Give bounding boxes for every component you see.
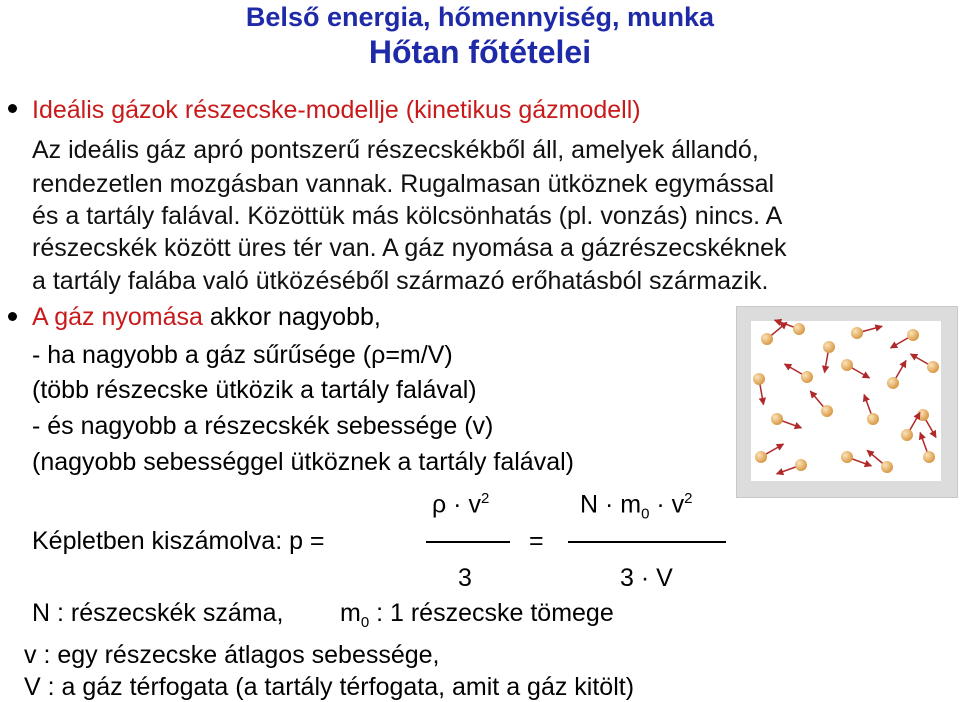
bullet-1 <box>8 104 17 113</box>
formula-num2-b: · v <box>649 490 685 519</box>
legend-v: v : egy részecske átlagos sebessége, <box>24 641 440 669</box>
formula-num1-sup: 2 <box>480 490 490 507</box>
formula-num1-base: ρ · v <box>432 490 481 519</box>
gas-particle <box>907 329 919 341</box>
formula-label: Képletben kiszámolva: p = <box>32 527 325 555</box>
gas-particle <box>841 451 853 463</box>
section2-line-2: (több részecske ütközik a tartály falával) <box>32 376 477 404</box>
legend-m0-sub: 0 <box>360 614 370 631</box>
gas-particle <box>801 371 813 383</box>
formula-num2-sub: 0 <box>641 505 650 523</box>
gas-particle <box>823 341 835 353</box>
legend-m0 <box>340 598 614 638</box>
particle-diagram <box>737 307 957 497</box>
gas-container-illustration <box>736 306 958 498</box>
section1-line-3: és a tartály falával. Közöttük más kölcsönhatás (pl. vonzás) nincs. A <box>32 202 783 230</box>
gas-particle <box>761 333 773 345</box>
fraction-line-2 <box>568 541 726 543</box>
page-subtitle: Hőtan főtételei <box>368 34 592 70</box>
formula-denominator-1: 3 <box>458 564 472 592</box>
section1-heading: Ideális gázok részecske-modellje (kinetikus gázmodell) <box>32 96 641 124</box>
gas-particle <box>755 451 767 463</box>
section1-line-1: Az ideális gáz apró pontszerű részecskékből áll, amelyek állandó, <box>32 136 759 164</box>
gas-particle <box>841 359 853 371</box>
section1-line-4: részecskék között üres tér van. A gáz nyomása a gázrészecskéknek <box>32 234 787 262</box>
section2-heading-red: A gáz nyomása <box>32 303 203 331</box>
section2-line-1: - ha nagyobb a gáz sűrűsége (ρ=m/V) <box>32 341 453 369</box>
formula-denominator-2: 3 · V <box>620 564 673 592</box>
section1-line-5: a tartály falába való ütközéséből származó erőhatásból származik. <box>32 267 769 295</box>
gas-particle <box>771 413 783 425</box>
legend-m0-def: : 1 részecske tömege <box>369 599 614 627</box>
gas-particle <box>887 377 899 389</box>
fraction-line-1 <box>426 541 510 543</box>
gas-particle <box>927 361 939 373</box>
legend-m0-sym: m <box>340 599 361 627</box>
formula-num2-a: N · m <box>580 490 642 519</box>
formula-num2-sup: 2 <box>684 490 693 507</box>
gas-particle <box>901 429 913 441</box>
gas-particle <box>923 451 935 463</box>
page-title: Belső energia, hőmennyiség, munka <box>245 2 715 32</box>
gas-particle <box>867 413 879 425</box>
section2-line-4: (nagyobb sebességgel ütköznek a tartály falával) <box>32 448 574 476</box>
legend-volume: V : a gáz térfogata (a tartály térfogata, amit a gáz kitölt) <box>24 673 635 701</box>
gas-particle <box>795 459 807 471</box>
gas-particle <box>793 323 805 335</box>
section2-heading <box>32 302 381 332</box>
gas-particle <box>753 373 765 385</box>
formula-equals: = <box>529 527 544 555</box>
gas-particle <box>821 405 833 417</box>
section1-line-2: rendezetlen mozgásban vannak. Rugalmasan ütköznek egymással <box>32 170 775 198</box>
formula-numerator-2 <box>580 484 693 529</box>
section2-line-3: - és nagyobb a részecskék sebessége (v) <box>32 412 494 440</box>
legend-n: N : részecskék száma, <box>32 599 284 627</box>
gas-particle <box>881 461 893 473</box>
bullet-2 <box>8 312 17 321</box>
gas-particle <box>851 327 863 339</box>
formula-numerator-1 <box>432 484 489 519</box>
section2-heading-rest: akkor nagyobb, <box>202 303 381 331</box>
